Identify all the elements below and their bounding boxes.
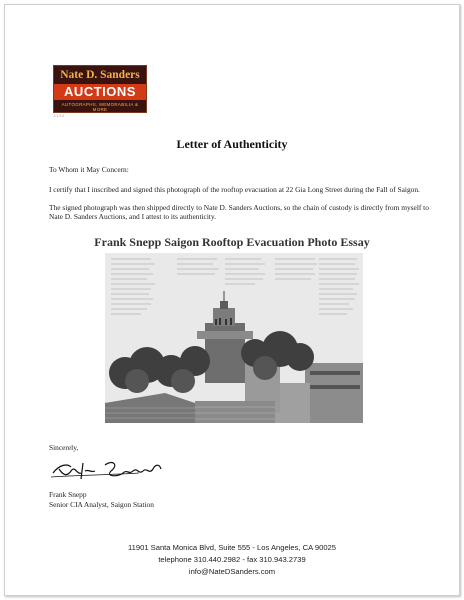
logo-code: 7/1/14 — [53, 113, 65, 118]
logo-line1: Nate D. Sanders — [60, 69, 140, 81]
signer-title: Senior CIA Analyst, Saigon Station — [49, 500, 154, 509]
salutation: To Whom it May Concern: — [49, 165, 129, 174]
auction-logo — [53, 65, 147, 113]
paragraph-certify: I certify that I inscribed and signed this photograph of the rooftop evacuation at 22 Gia Long Street during the Fall of Saigon. — [49, 185, 420, 194]
footer-address: 11901 Santa Monica Blvd, Suite 555 - Los Angeles, CA 90025 — [128, 543, 336, 552]
signer-name: Frank Snepp — [49, 490, 87, 499]
document-page — [4, 4, 460, 596]
footer-phones: telephone 310.440.2982 - fax 310.943.2739 — [158, 555, 306, 564]
frank-snepp-signature — [49, 451, 169, 483]
letter-title: Letter of Authenticity — [176, 137, 288, 151]
closing-sincerely: Sincerely, — [49, 443, 79, 452]
footer-email: info@NateDSanders.com — [188, 567, 276, 576]
photo-title: Frank Snepp Saigon Rooftop Evacuation Photo Essay — [94, 235, 370, 249]
paragraph-custody: The signed photograph was then shipped directly to Nate D. Sanders Auctions, so the chain of custody is directly from myself to Nate D. Sanders Auctions, and I attest to its authenticity. — [49, 203, 429, 222]
rooftop-evacuation-photo — [105, 253, 363, 423]
logo-tagline: AUTOGRAPHS, MEMORABILIA & MORE — [61, 102, 139, 112]
logo-band: AUCTIONS — [54, 84, 146, 100]
